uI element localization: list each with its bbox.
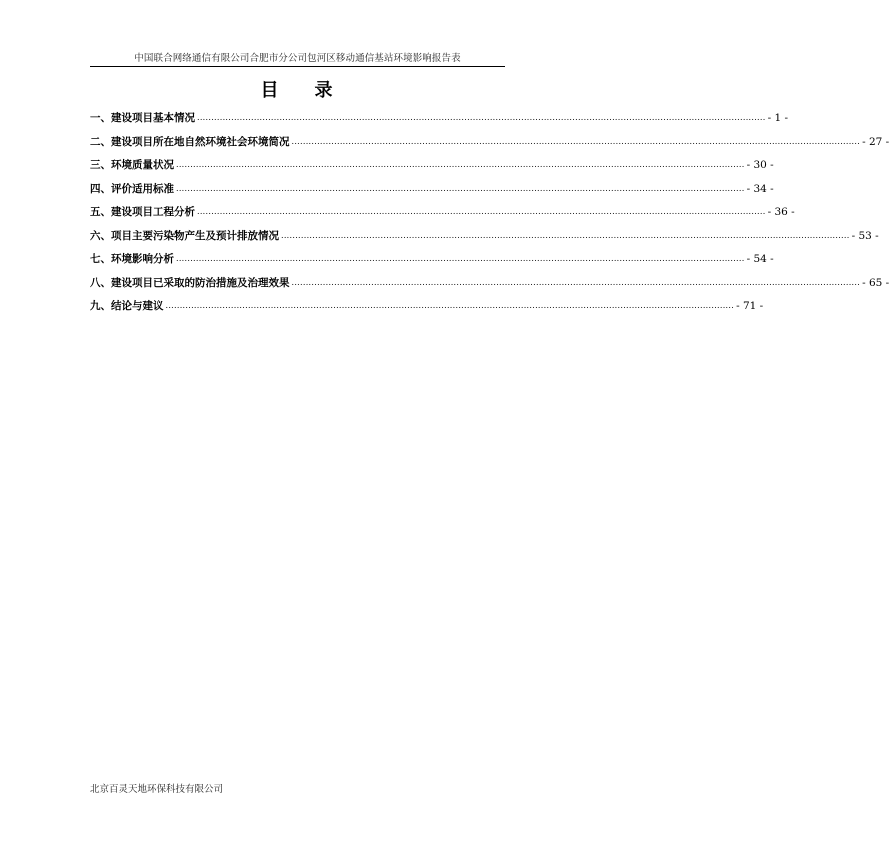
toc-leader-dots: ........................................................................................................................................................................................................ [197, 207, 766, 216]
toc-entry-page: - 1 - [767, 112, 789, 124]
toc-entry-label: 七、环境影响分析 [90, 253, 174, 265]
toc-entry-page: - 30 - [746, 159, 774, 171]
table-of-contents [90, 107, 889, 319]
toc-entry-page: - 71 - [736, 300, 764, 312]
toc-entry[interactable] [90, 178, 774, 202]
toc-entry[interactable] [90, 225, 879, 249]
page-header: 中国联合网络通信有限公司合肥市分公司包河区移动通信基站环境影响报告表 [134, 53, 461, 64]
toc-leader-dots: ........................................................................................................................................................................................................ [176, 254, 745, 263]
toc-entry[interactable] [90, 154, 774, 178]
toc-leader-dots: ........................................................................................................................................................................................................ [165, 301, 735, 310]
toc-entry[interactable] [90, 201, 795, 225]
toc-entry[interactable] [90, 131, 889, 155]
toc-title [0, 76, 595, 102]
toc-entry-page: - 27 - [862, 135, 889, 148]
toc-entry-page: - 53 - [851, 229, 879, 242]
toc-entry-page: - 36 - [767, 206, 795, 218]
toc-entry-label: 八、建设项目已采取的防治措施及治理效果 [90, 276, 290, 289]
toc-entry-label: 四、评价适用标准 [90, 182, 174, 195]
toc-entry-page: - 54 - [746, 253, 774, 265]
toc-entry[interactable] [90, 248, 774, 272]
page-footer: 北京百灵天地环保科技有限公司 [90, 784, 224, 795]
toc-entry-label: 六、项目主要污染物产生及预计排放情况 [90, 229, 279, 242]
toc-leader-dots: ........................................................................................................................................................................................................ [176, 160, 745, 169]
toc-title-char: 目 [260, 80, 281, 101]
toc-entry-label: 九、结论与建议 [90, 300, 164, 312]
toc-entry[interactable] [90, 272, 889, 296]
toc-leader-dots: ........................................................................................................................................................................................................ [176, 183, 745, 193]
toc-entry[interactable] [90, 107, 789, 131]
toc-leader-dots: ........................................................................................................................................................................................................ [291, 277, 861, 287]
toc-entry-page: - 65 - [862, 276, 889, 289]
toc-entry-label: 二、建设项目所在地自然环境社会环境简况 [90, 135, 290, 148]
toc-entry-label: 一、建设项目基本情况 [90, 112, 195, 124]
toc-leader-dots: ........................................................................................................................................................................................................ [197, 113, 766, 122]
toc-entry-label: 三、环境质量状况 [90, 159, 174, 171]
toc-entry-label: 五、建设项目工程分析 [90, 206, 195, 218]
toc-title-char: 录 [314, 80, 335, 101]
toc-leader-dots: ........................................................................................................................................................................................................ [281, 230, 850, 240]
toc-leader-dots: ........................................................................................................................................................................................................ [291, 136, 861, 146]
toc-entry[interactable] [90, 295, 764, 319]
header-divider [90, 66, 505, 67]
toc-entry-page: - 34 - [746, 182, 774, 195]
